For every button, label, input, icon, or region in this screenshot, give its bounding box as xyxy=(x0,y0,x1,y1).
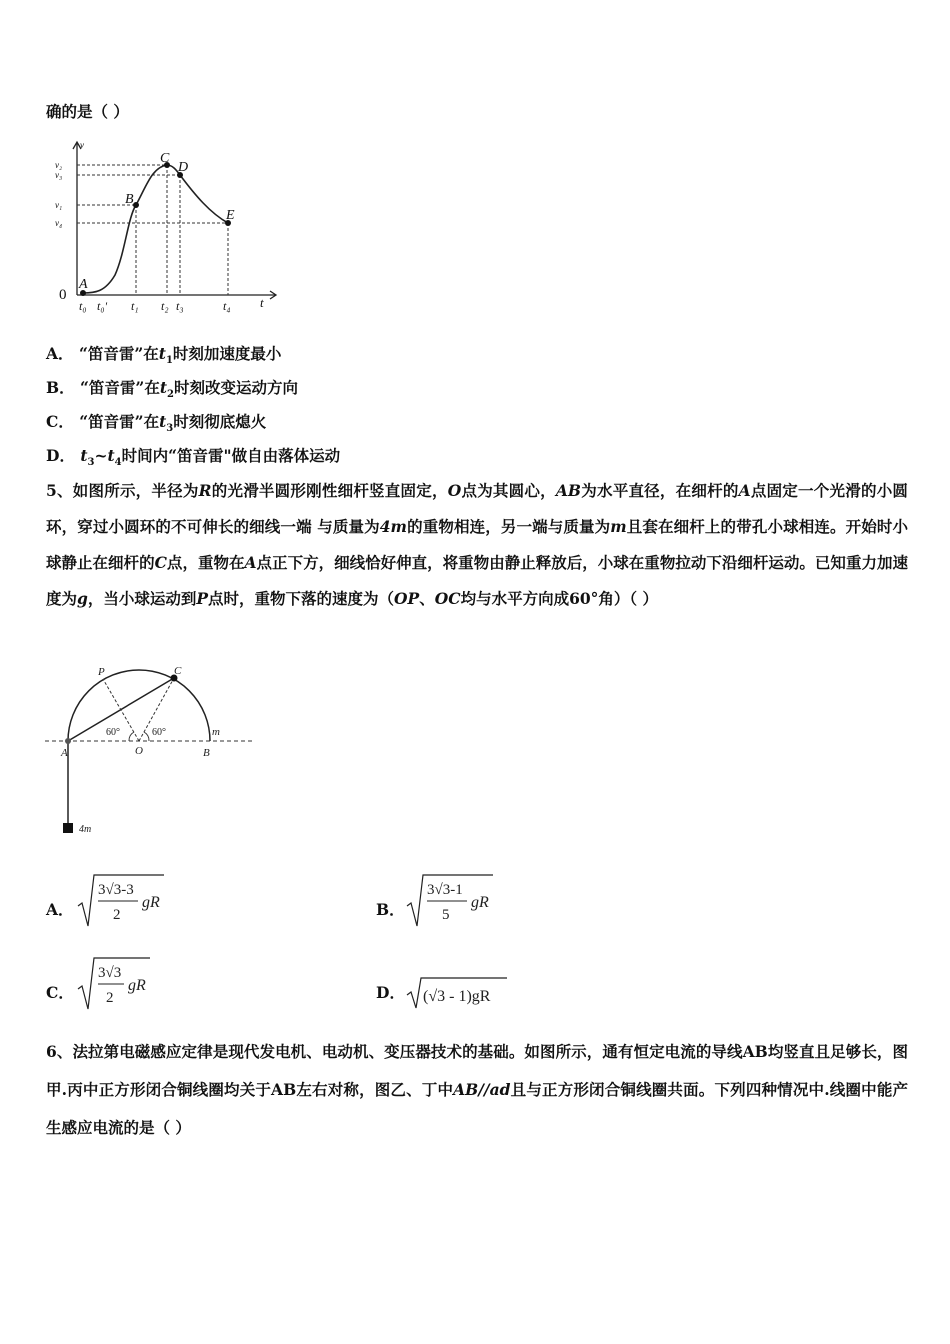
intro-fragment: 确的是（ ） xyxy=(46,102,129,121)
q5-option-d-formula xyxy=(405,975,515,1011)
point-label-B: B xyxy=(125,192,134,207)
velocity-curve xyxy=(83,165,228,293)
x-tick-t1: t₁ xyxy=(131,299,139,313)
point-label-E: E xyxy=(226,208,235,223)
q4-option-d: D． $t_3\sim t_4$时间内“笛音雷"做自由落体运动 xyxy=(46,446,341,469)
point-label-C: C xyxy=(160,151,170,166)
weight-4m xyxy=(63,823,73,833)
q5-option-d-label: D． xyxy=(376,983,405,1002)
angle-left-label: 60° xyxy=(106,727,120,738)
label-O: O xyxy=(135,745,143,757)
axis-v-label: v xyxy=(80,140,84,150)
svg-text:3√3: 3√3 xyxy=(98,965,122,981)
y-tick-v1: v₁ xyxy=(55,200,63,210)
point-label-D: D xyxy=(178,160,189,175)
q4-option-b: B． “笛音雷”在$t_2$时刻改变运动方向 xyxy=(46,378,299,401)
x-tick-t4: t₄ xyxy=(223,299,231,313)
svg-text:5: 5 xyxy=(442,907,450,923)
semicircle-rod-diagram xyxy=(40,660,270,840)
velocity-time-graph xyxy=(50,135,290,315)
x-tick-t0prime: t₀' xyxy=(97,299,108,313)
svg-text:(√3 - 1)gR: (√3 - 1)gR xyxy=(423,988,491,1005)
label-m: m xyxy=(212,726,220,738)
q5-option-b-label: B． xyxy=(376,900,405,919)
q5-option-c-formula xyxy=(76,955,166,1013)
svg-text:2: 2 xyxy=(113,907,121,923)
q6-stem: 6、法拉第电磁感应定律是现代发电机、电动机、变压器技术的基础。如图所示，通有恒定电流的导线AB均竖直且足够长，图甲.丙中正方形闭合铜线圈均关于AB左右对称，图乙、丁中AB//ad且与正方形闭合铜线圈共面。下列四种情况中.线圈中能产生感应电流的是（ ） xyxy=(46,1042,908,1137)
y-tick-v3: v₃ xyxy=(55,170,63,180)
x-tick-t3: t₃ xyxy=(176,299,184,313)
x-tick-t2: t₂ xyxy=(161,299,169,313)
q4-option-c: C． “笛音雷”在$t_3$时刻彻底熄火 xyxy=(46,412,267,435)
label-B: B xyxy=(203,747,210,759)
label-4m: 4m xyxy=(79,824,92,835)
origin-label: 0 xyxy=(59,287,67,303)
y-tick-v4: v₄ xyxy=(55,218,63,228)
svg-text:gR: gR xyxy=(142,894,160,911)
svg-text:2: 2 xyxy=(106,990,114,1006)
q4-option-a: A． “笛音雷”在$t_1$时刻加速度最小 xyxy=(46,344,282,367)
svg-text:gR: gR xyxy=(128,977,146,994)
q5-option-b-formula xyxy=(405,872,505,930)
label-A: A xyxy=(61,747,68,759)
q5-option-a-label: A． xyxy=(46,900,74,919)
svg-text:3√3-3: 3√3-3 xyxy=(98,882,134,898)
q5-stem: 5、如图所示，半径为R的光滑半圆形刚性细杆竖直固定，O点为其圆心，AB为水平直径，在细杆的A点固定一个光滑的小圆环，穿过小圆环的不可伸长的细线一端 与质量为4m的重物相连，另一端与质量为m且套在细杆上的带孔小球相连。开始时小球静止在细杆的C点，重物在A点正下方，细线恰好伸直，将重物由静止释放后，小球在重物拉动下沿细杆运动。已知重力加速度为g，当小球运动到P点时，重物下落的速度为（OP、OC均与水平方向成60°角）（ ） xyxy=(46,481,908,608)
label-P: P xyxy=(98,666,105,678)
axis-t-label: t xyxy=(260,295,264,310)
svg-text:gR: gR xyxy=(471,894,489,911)
point-label-A: A xyxy=(79,277,88,292)
q5-option-a-formula xyxy=(76,872,176,930)
semicircle-rod xyxy=(68,670,210,741)
label-C: C xyxy=(174,665,182,677)
x-tick-t0: t₀ xyxy=(79,299,87,313)
svg-text:3√3-1: 3√3-1 xyxy=(427,882,463,898)
ring-A xyxy=(65,738,71,744)
y-tick-v2: v₂ xyxy=(55,160,63,170)
q5-option-c-label: C． xyxy=(46,983,74,1002)
angle-right-label: 60° xyxy=(152,727,166,738)
